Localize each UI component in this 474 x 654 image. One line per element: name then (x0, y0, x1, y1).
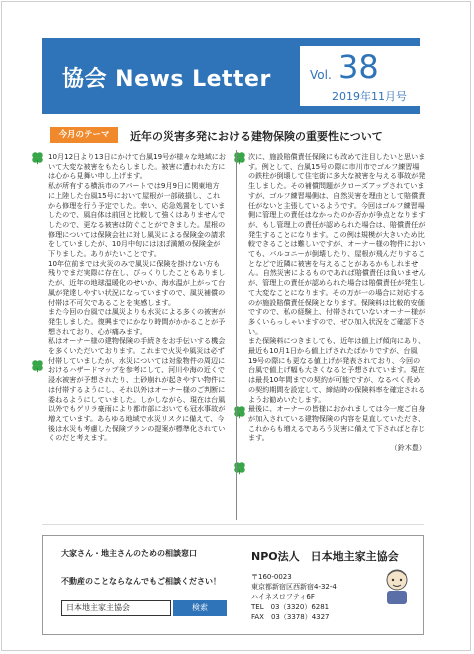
clover-icon (232, 404, 247, 419)
volume-number: 38 (338, 48, 379, 86)
postal-code: 〒160-0023 (251, 573, 292, 581)
article-right-column (248, 152, 426, 453)
article-paragraph: 最後に、オーナーの皆様におかれましては今一度ご自身が加入されている建物保険の内容を見直していただき、これからも増えるであろう災害に備えて下さればと存じます。 (248, 404, 426, 443)
volume-box (300, 46, 420, 106)
article-paragraph: 10月12日より13日にかけて台風19号が様々な地域において大変な被害をもたらしました。被害に遭われた方には心から見舞い申し上げます。 (48, 152, 226, 181)
article-paragraph: また保険料につきましても、近年は値上げ傾向にあり、最近も10月1日から値上げされたばかりですが、台風19号の際にも更なる値上げが発表されており、今回の台風で値上げ幅も大きくなると予想されています。現在は最長10年間までの契約が可能ですが、なるべく長めの契約期間を設定して、締結時の保険料率を確定されるようお勧めいたします。 (248, 336, 426, 404)
article-paragraph: 10年位前までは火災のみで風災に保険を掛けない方も残りでまだ実際に存在し、びっくりしたこともありましたが、近年の地球温暖化のせいか、海水温が上がって台風が発達しやすい状況になっていますので、風災補償の付帯は不可欠であることを実感します。 (48, 258, 226, 307)
clover-icon (30, 358, 45, 373)
article-left-column (48, 152, 226, 443)
article-paragraph: 次に、施設賠償責任保険にも改めて注目したいと思います。例として、台風15号の際に市川市でゴルフ練習場の鉄柱が倒壊して住宅街に多大な被害を与える事故が発生しました。その補償問題がクローズアップされていますが、ゴルフ練習場側は、自然災害を理由として賠償責任がないと主張しているようです。今回はゴルフ練習場側に管理上の責任はなかったのか否かが争点となりますが、もし管理上の責任が認められた場合は、賠償責任が発生することになります。この例は規模が大きいため比較できることは難しいですが、オーナー様の物件においても、バルコニーが倒壊したり、屋根が飛んだりすることなどで近隣に被害を与えることがあるかもしれません。自然災害によるものであれば賠償責任は負いませんが、管理上の責任が認められた場合は賠償責任が発生して大変なことになります。その万が一の場合に対応するのが施設賠償責任保険となります。保険料は比較的安価ですので、私の経験上、付帯されていないオーナー様が多くいらっしゃいますので、ぜひ加入状況をご確認下さい。 (248, 152, 426, 336)
organization-name: NPO法人 日本地主家主協会 (251, 550, 399, 563)
search-input[interactable]: 日本地主家主協会 (61, 600, 171, 616)
clover-icon (30, 150, 45, 165)
article-paragraph: 私が所有する横浜市のアパートでは9月9日に関東地方に上陸した台風15号において屋根が一部破損し、これから修理を行う予定でした。幸い、応急処置をしていましたので、風自体は前回と比較して強くはありませんでしたので、更なる被害は防ぐことができました。屋根の修理については保険会社に対し風災による保険金の請求をしていましたが、10月中旬にはほぼ満額の保険金が下りました。ありがたいことです。 (48, 181, 226, 259)
address-line-2: ハイネスロフティ6F (251, 593, 315, 601)
organization-address (251, 572, 337, 622)
footer-box (42, 535, 424, 635)
clover-icon (232, 460, 247, 475)
theme-title: 近年の災害多発における建物保険の重要性について (130, 130, 383, 143)
volume-label: Vol. (310, 68, 332, 82)
footer-consult-text: 不動産のことならなんでもご相談ください！ (61, 577, 221, 586)
fax-number: FAX 03（3378）4327 (251, 613, 330, 621)
column-divider (236, 150, 237, 520)
newsletter-title: 協会 News Letter (62, 67, 271, 92)
footer-divider (42, 524, 424, 525)
footer-consult-heading: 大家さん・地主さんのための相談窓口 (61, 549, 197, 558)
clover-icon (232, 150, 247, 165)
article-paragraph: 私はオーナー様の建物保険の手続きをお手伝いする機会を多くいただいております。これまで火災や風災は必ず付帯していましたが、水災については対象物件の周辺におけるハザードマップを参考にして、河川や海の近くで浸水被害が予想されたり、土砂崩れが起きやすい物件には付帯するようにし、それ以外はオーナー様のご判断に委ねるようにしていました。しかしながら、現在は台風以外でもゲリラ豪雨により都市部においても冠水事故が増えています。あらゆる地域で水災リスクに備えて、今後は水災も考慮した保険プランの提案が標準化されていくのだと考えます。 (48, 336, 226, 443)
theme-tag: 今月のテーマ (50, 127, 118, 143)
search-button[interactable]: 検索 (173, 600, 227, 616)
address-line-1: 東京都新宿区西新宿4-32-4 (251, 583, 337, 591)
issue-date: 2019年11月号 (332, 90, 407, 103)
newsletter-header (42, 38, 420, 114)
mascot-icon (379, 566, 415, 606)
article-author: （鈴木豊） (390, 443, 426, 453)
tel-number: TEL 03（3320）6281 (251, 603, 330, 611)
article-paragraph: また今回の台風では風災よりも水災による多くの被害が発生しました。復興までにかなり時間がかかることが予想されており、心が痛みます。 (48, 307, 226, 336)
